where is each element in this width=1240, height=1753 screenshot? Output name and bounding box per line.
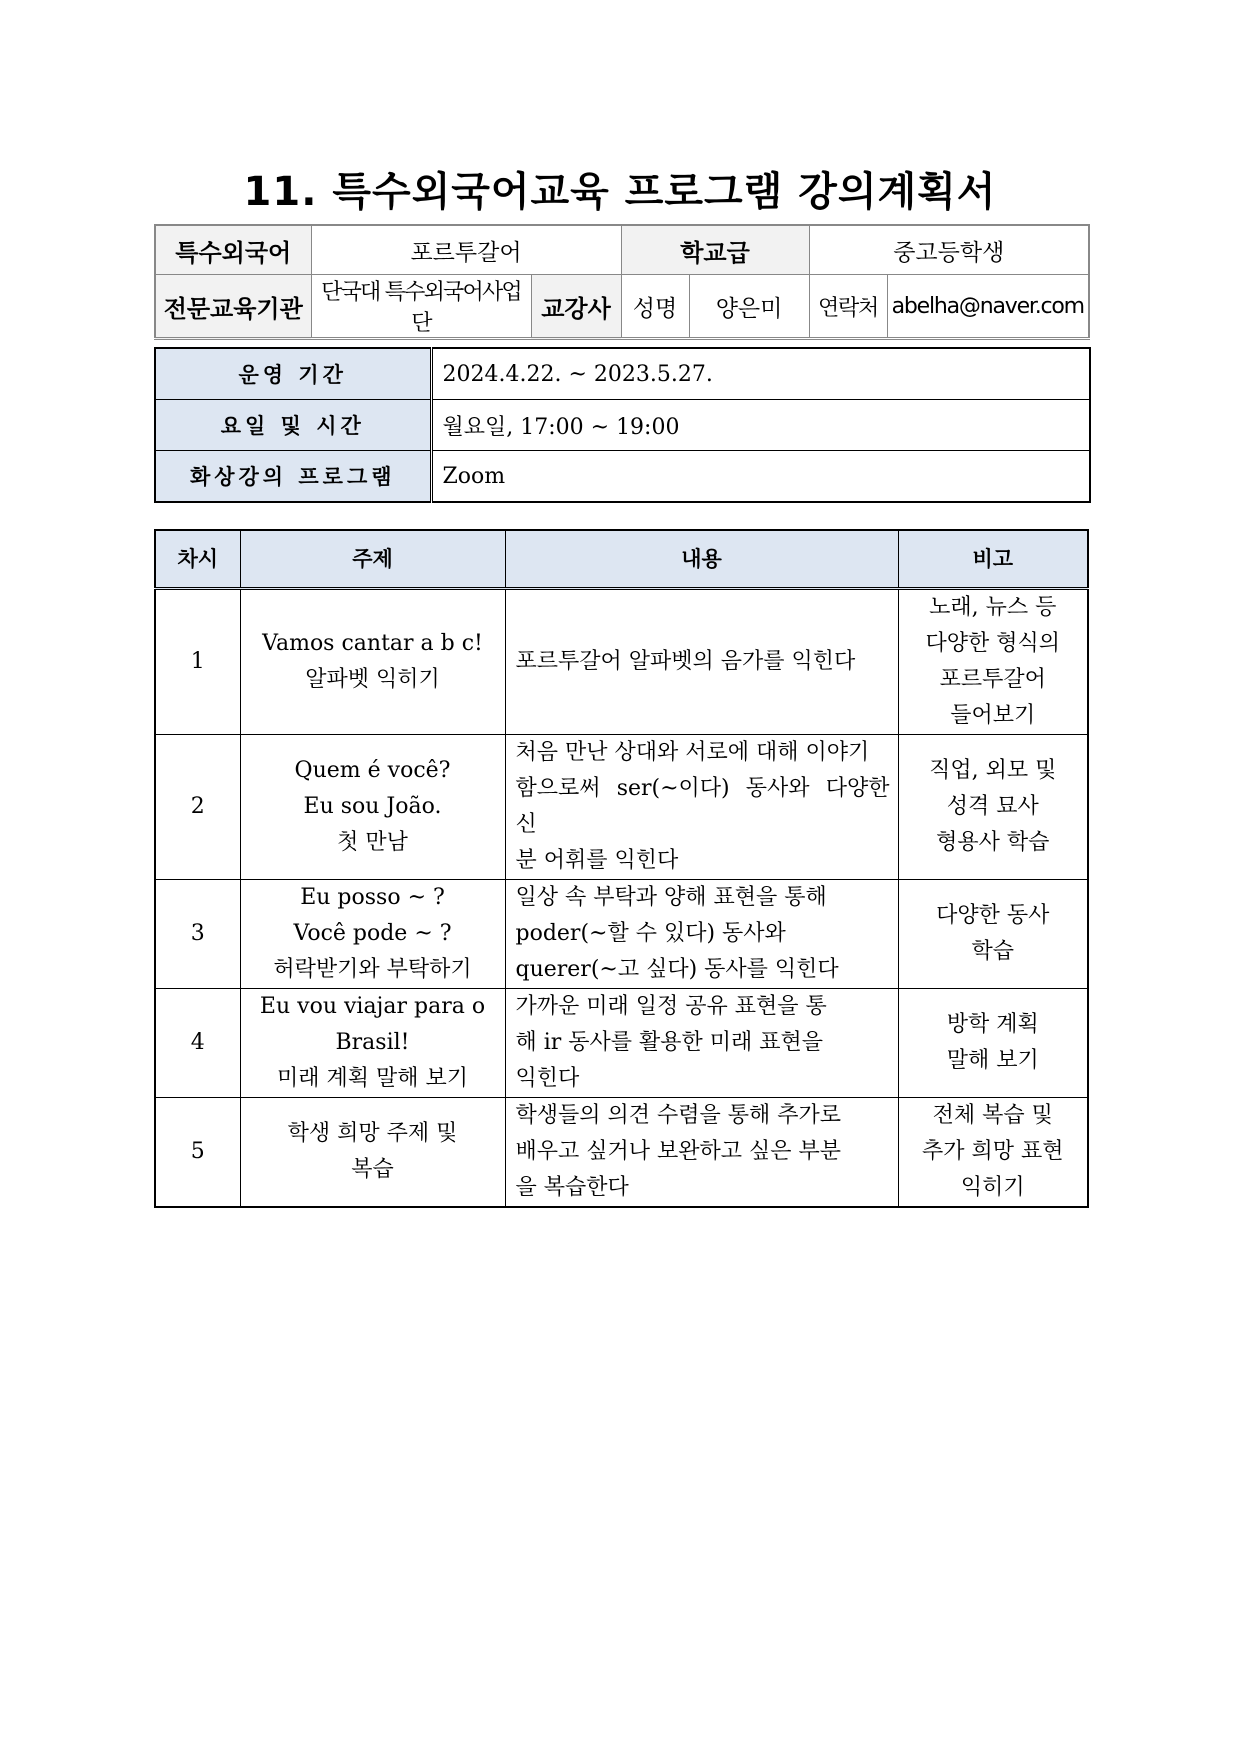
- content-line: 해 ir 동사를 활용한 미래 표현을: [515, 1030, 824, 1055]
- session-number: 2: [155, 735, 240, 880]
- topic-line: 알파벳 익히기: [305, 667, 440, 692]
- content-cell: [505, 589, 898, 735]
- contact-value: abelha@naver.com: [887, 275, 1089, 339]
- table-row: [155, 1098, 1088, 1208]
- contact-label: 연락처: [809, 275, 887, 339]
- name-label: 성명: [621, 275, 689, 339]
- schedule-table: [154, 347, 1091, 503]
- name-value: 양은미: [689, 275, 809, 339]
- topic-line: 허락받기와 부탁하기: [273, 957, 472, 982]
- table-row: [155, 589, 1088, 735]
- content-line: 처음 만난 상대와 서로에 대해 이야기: [515, 740, 870, 765]
- content-cell: [505, 1098, 898, 1208]
- content-line: 을 복습한다: [515, 1175, 629, 1200]
- content-line: 분 어휘를 익힌다: [515, 848, 679, 873]
- table-row: [155, 989, 1088, 1098]
- topic-line: Vamos cantar a b c!: [262, 631, 483, 656]
- content-cell: [505, 880, 898, 989]
- note-line: 말해 보기: [946, 1048, 1039, 1073]
- topic-line: 학생 희망 주제 및: [287, 1121, 458, 1146]
- note-line: 학습: [971, 939, 1014, 964]
- note-line: 추가 희망 표현: [922, 1139, 1064, 1164]
- topic-line: Você pode ~ ?: [293, 921, 452, 946]
- day-label: 요일 및 시간: [155, 400, 431, 451]
- note-line: 다양한 동사: [936, 903, 1050, 928]
- content-line: querer(~고 싶다) 동사를 익힌다: [515, 957, 839, 982]
- note-cell: [898, 989, 1088, 1098]
- instructor-label: 교강사: [531, 275, 621, 339]
- level-label: 학교급: [621, 225, 809, 275]
- period-value: 2024.4.22. ~ 2023.5.27.: [431, 348, 1090, 400]
- program-value: Zoom: [431, 451, 1090, 503]
- content-line: poder(~할 수 있다) 동사와: [515, 921, 786, 946]
- note-cell: [898, 880, 1088, 989]
- content-line: 포르투갈어 알파벳의 음가를 익힌다: [515, 649, 856, 674]
- note-line: 방학 계획: [946, 1012, 1039, 1037]
- session-number: 1: [155, 589, 240, 735]
- session-number: 3: [155, 880, 240, 989]
- language-value: 포르투갈어: [311, 225, 621, 275]
- institution-label: 전문교육기관: [155, 275, 311, 339]
- language-label: 특수외국어: [155, 225, 311, 275]
- note-cell: [898, 735, 1088, 880]
- topic-cell: [240, 880, 505, 989]
- note-cell: [898, 589, 1088, 735]
- topic-line: 첫 만남: [337, 830, 408, 855]
- content-line: 배우고 싶거나 보완하고 싶은 부분: [515, 1139, 842, 1164]
- topic-line: Brasil!: [335, 1030, 410, 1055]
- topic-cell: [240, 735, 505, 880]
- period-label: 운영 기간: [155, 348, 431, 400]
- page-title: 11. 특수외국어교육 프로그램 강의계획서: [243, 169, 997, 215]
- table-row: [155, 880, 1088, 989]
- note-line: 노래, 뉴스 등: [929, 595, 1057, 620]
- topic-line: Eu sou João.: [303, 794, 442, 819]
- note-line: 형용사 학습: [936, 830, 1050, 855]
- note-line: 포르투갈어: [939, 667, 1046, 692]
- content-line: 가까운 미래 일정 공유 표현을 통: [515, 994, 827, 1019]
- program-label: 화상강의 프로그램: [155, 451, 431, 503]
- content-cell: [505, 735, 898, 880]
- session-number: 4: [155, 989, 240, 1098]
- content-line: 학생들의 의견 수렴을 통해 추가로: [515, 1103, 842, 1128]
- topic-line: Eu vou viajar para o: [259, 994, 486, 1019]
- content-line: 익힌다: [515, 1066, 580, 1091]
- note-line: 다양한 형식의: [925, 631, 1060, 656]
- topic-header: 주제: [240, 530, 505, 589]
- info-table: [154, 224, 1090, 340]
- content-header: 내용: [505, 530, 898, 589]
- note-line: 직업, 외모 및: [929, 758, 1057, 783]
- note-line: 들어보기: [950, 703, 1036, 728]
- content-line: 일상 속 부탁과 양해 표현을 통해: [515, 885, 827, 910]
- note-line: 익히기: [960, 1175, 1025, 1200]
- topic-line: 복습: [351, 1157, 394, 1182]
- topic-line: Eu posso ~ ?: [300, 885, 445, 910]
- note-cell: [898, 1098, 1088, 1208]
- note-header: 비고: [898, 530, 1088, 589]
- content-cell: [505, 989, 898, 1098]
- level-value: 중고등학생: [809, 225, 1089, 275]
- table-row: [155, 735, 1088, 880]
- note-line: 성격 묘사: [946, 794, 1039, 819]
- topic-cell: [240, 1098, 505, 1208]
- content-line: 함으로써 ser(~이다) 동사와 다양한 신: [515, 776, 890, 837]
- lessons-table: [154, 529, 1089, 1208]
- topic-cell: [240, 589, 505, 735]
- note-line: 전체 복습 및: [932, 1103, 1053, 1128]
- session-header: 차시: [155, 530, 240, 589]
- topic-line: Quem é você?: [294, 758, 451, 783]
- day-value: 월요일, 17:00 ~ 19:00: [431, 400, 1090, 451]
- session-number: 5: [155, 1098, 240, 1208]
- topic-cell: [240, 989, 505, 1098]
- institution-value: 단국대 특수외국어사업단: [311, 275, 531, 339]
- topic-line: 미래 계획 말해 보기: [277, 1066, 468, 1091]
